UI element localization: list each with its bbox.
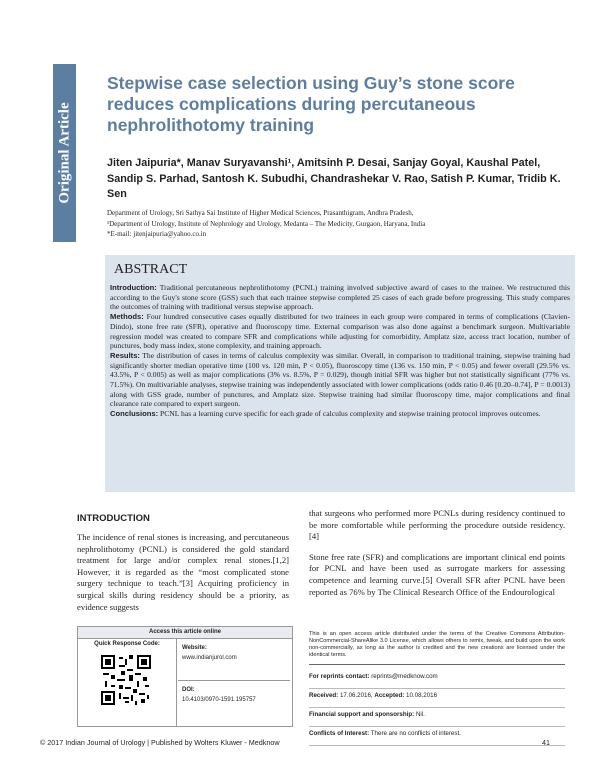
access-online-box xyxy=(77,626,293,727)
reprints-email[interactable]: reprints@medknow.com xyxy=(371,673,438,680)
right-column xyxy=(309,508,565,607)
accepted-date: 10.08.2016 xyxy=(406,692,438,699)
affiliation-line: ¹Department of Urology, Institute of Nephrology and Urology, Medanta – The Medicity, Gurgaon, Haryana, India xyxy=(107,219,426,228)
doi-label: DOI: xyxy=(182,687,195,693)
page-number: 41 xyxy=(542,738,550,747)
dates-line xyxy=(309,691,565,708)
received-date: 17.06.2016, xyxy=(339,692,373,699)
website-label: Website: xyxy=(182,645,207,651)
article-meta xyxy=(309,672,565,748)
abstract-conclusions-text: PCNL has a learning curve specific for each grade of calculus complexity and stepwise training protocol improves outcomes. xyxy=(160,409,541,419)
abstract-intro-text: Traditional percutaneous nephrolithotomy (PCNL) training involved subjective award of cases to the trainee. We restructured this according to the Guy's stone score (GSS) such that each trainee stepwise completed 25 cases of each grade before progressing. This study compares the outcomes of training with traditional versus stepwise approach. xyxy=(110,283,570,312)
footer-copyright: © 2017 Indian Journal of Urology | Published by Wolters Kluwer - Medknow xyxy=(40,738,280,747)
abstract-results xyxy=(110,351,570,409)
license-notice: This is an open access article distributed under the terms of the Creative Commons Attribution-NonCommercial-ShareAlike 3.0 License, which allows others to remix, tweak, and build upon the work non-commercially, as long as the author is credited and the new creations are licensed under the identical terms. xyxy=(309,631,565,665)
funding-label: Financial support and sponsorship: xyxy=(309,711,415,718)
abstract-intro-label: Introduction: xyxy=(110,283,157,292)
conflicts-value: There are no conflicts of interest. xyxy=(370,730,461,737)
doi-row xyxy=(178,681,290,703)
doi-link[interactable]: 10.4103/0970-1591.195757 xyxy=(182,697,256,703)
article-type-label: Original Article xyxy=(56,102,72,204)
abstract-results-label: Results: xyxy=(110,350,140,360)
abstract-conclusions xyxy=(110,409,570,419)
abstract-heading: ABSTRACT xyxy=(114,262,188,277)
abstract-body xyxy=(110,283,570,419)
abstract-results-text: The distribution of cases in terms of calculus complexity was similar. Overall, in comparison to traditional training, stepwise training had significantly shorter median operative time (100 vs. 120 min, P < 0.05), fluoroscopy time (136 vs. 150 min, P < 0.05) and fewer overall (29.5% vs. 43.5%, P < 0.005) as well as major complications (3% vs. 8.5%, P = 0.029), though initial SFR was higher but not statistically significant (77% vs. 71.5%). On multivariable analyses, stepwise training was independently associated with lower complications (odds ratio 0.46 [0.20–0.74], P = 0.0013) along with GSS grade, number of punctures, and Amplatz size. Stepwise training had similar fluoroscopy time, major complications and final clearance rate compared to expert surgeon. xyxy=(110,350,571,409)
funding-line xyxy=(309,710,565,727)
body-paragraph: Stone free rate (SFR) and complications are important clinical end points for PCNL and have been used as surrogate markers for assessing competence and learning curve.[5] Overall SFR after PCNL have been reported as 76% by The Clinical Research Office of the Endourological xyxy=(309,551,565,597)
qr-label: Quick Response Code: xyxy=(94,641,160,647)
author-list: Jiten Jaipuria*, Manav Suryavanshi¹, Amitsinh P. Desai, Sanjay Goyal, Kaushal Patel, Sandip S. Parhad, Santosh K. Subudhi, Chandrashekar V. Rao, Satish P. Kumar, Tridib K. Sen xyxy=(107,157,561,200)
qr-cell xyxy=(78,639,177,726)
reprints-label: For reprints contact: xyxy=(309,673,370,680)
access-info-cell xyxy=(178,639,290,726)
article-type-tab xyxy=(53,64,76,242)
abstract-introduction xyxy=(110,283,570,312)
introduction-heading: INTRODUCTION xyxy=(77,513,150,524)
left-column xyxy=(77,532,289,622)
affiliations xyxy=(107,208,577,240)
intro-paragraph: The incidence of renal stones is increasing, and percutaneous nephrolithotomy (PCNL) is considered the gold standard treatment for large and/or complex renal stones.[1,2] However, it is regarded as the “most complicated stone surgery technique to teach.”[3] Acquiring proficiency in surgical skills during residency should be a priority, as evidence suggests xyxy=(77,532,289,612)
page-footer xyxy=(40,738,550,747)
website-link[interactable]: www.indianjurol.com xyxy=(182,655,237,661)
website-row xyxy=(178,639,290,681)
received-label: Received: xyxy=(309,692,339,699)
abstract-methods-label: Methods: xyxy=(110,312,144,322)
abstract-methods-text: Four hundred consecutive cases equally distributed for two trainees in each group were compared in terms of complications (Clavien-Dindo), stone free rate (SFR), operative and fluoroscopy time. External comparison was also done against a benchmark surgeon. Multivariable regression model was created to compare SFR and complications while adjusting for comorbidity, Amplatz size, access tract location, number of punctures, body mass index, stone complexity, and training approach. xyxy=(110,312,570,351)
body-paragraph: that surgeons who performed more PCNLs during residency continued to be more comfortable while performing the procedure outside residency.[4] xyxy=(309,508,565,542)
article-title: Stepwise case selection using Guy’s stone score reduces complications during percutaneous nephrolithotomy training xyxy=(107,73,515,135)
abstract-conclusions-label: Conclusions: xyxy=(110,409,159,419)
qr-code-icon[interactable] xyxy=(101,655,151,705)
author-email: *E-mail: jitenjaipuria@yahoo.co.in xyxy=(107,230,207,238)
affiliation-line: Department of Urology, Sri Sathya Sai Institute of Higher Medical Sciences, Prasanthigram, Andhra Pradesh, xyxy=(107,209,414,217)
reprints-line xyxy=(309,672,565,689)
funding-value: Nil. xyxy=(415,711,425,718)
conflicts-label: Conflicts of Interest: xyxy=(309,730,370,737)
access-title: Access this article online xyxy=(78,627,292,639)
abstract-methods xyxy=(110,312,570,351)
accepted-label: Accepted: xyxy=(374,692,405,699)
